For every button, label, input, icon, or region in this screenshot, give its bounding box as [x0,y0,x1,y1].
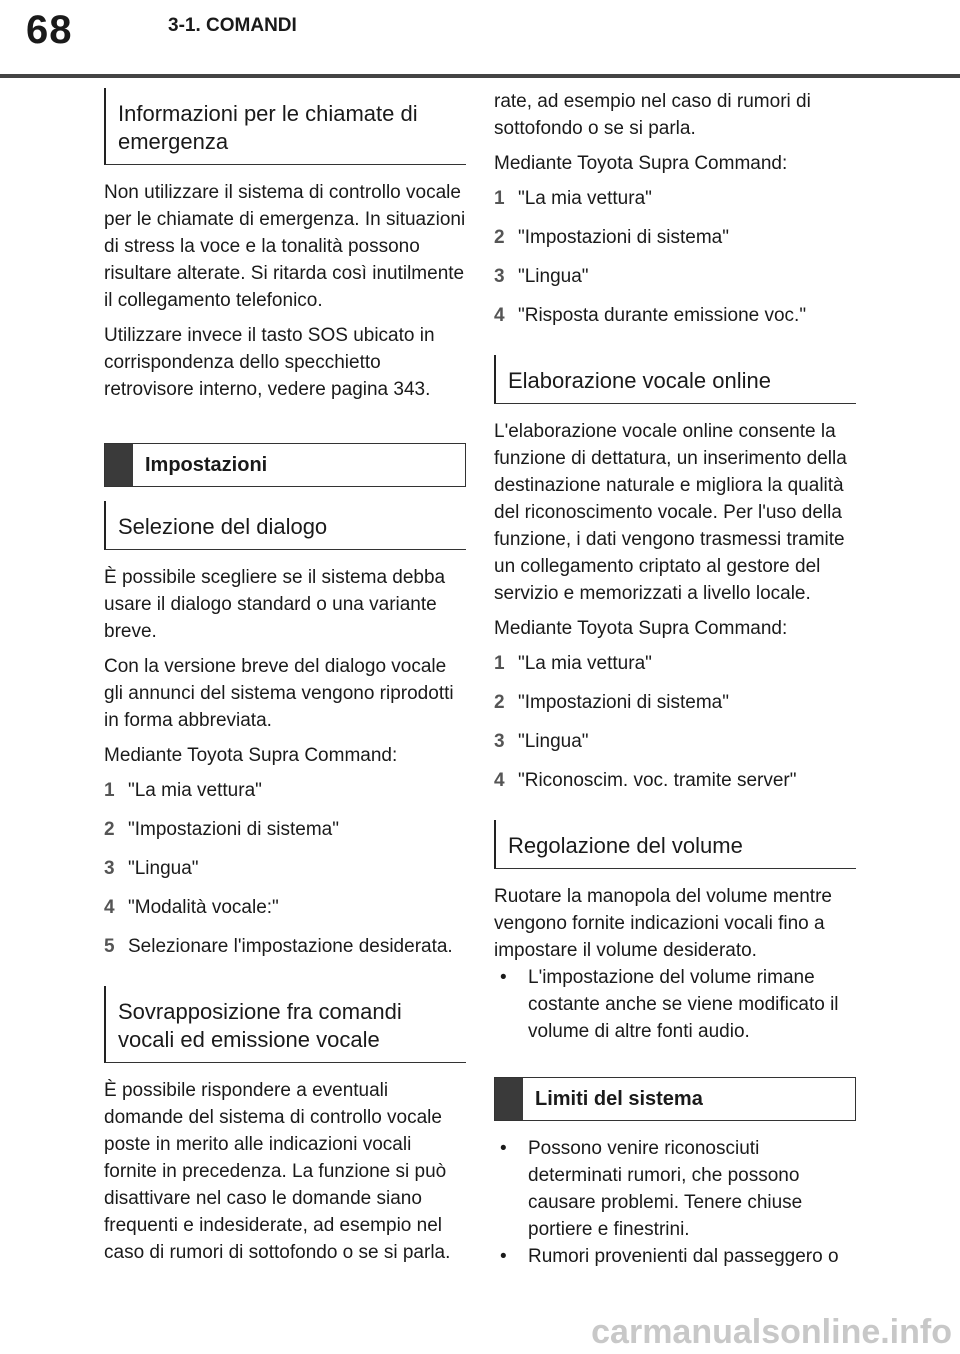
heading-volume: Regolazione del volume [494,820,856,869]
heading-marker [495,1078,523,1120]
header-divider [0,74,960,78]
list-item [494,263,856,290]
step-text: "Risposta durante emissione voc." [518,305,807,326]
heading-emergency-info: Informazioni per le chiamate di emergenza [104,88,466,165]
paragraph: È possibile scegliere se il sistema debba usare il dialogo standard o una variante breve. [104,567,446,642]
list-item [104,933,466,960]
paragraph: Utilizzare invece il tasto SOS ubicato in corrispondenza dello specchietto retrovisore interno, vedere pagina 343. [104,325,435,400]
steps-list-online [494,650,856,794]
right-column [494,88,856,1270]
bullet-marker: • [500,1246,507,1267]
heading-marker [105,444,133,486]
heading-settings-label: Impostazioni [145,453,268,476]
step-text: "Impostazioni di sistema" [518,227,729,248]
step-text: "La mia vettura" [518,653,652,674]
paragraph: rate, ad esempio nel caso di rumori di sottofondo o se si parla. [494,91,811,139]
step-number: 3 [494,266,505,287]
step-number: 3 [494,731,505,752]
heading-dialog-selection: Selezione del dialogo [104,501,466,550]
step-number: 1 [494,653,505,674]
step-number: 2 [494,227,505,248]
list-item [494,185,856,212]
step-text: "Riconoscim. voc. tramite server" [518,770,797,791]
step-text: "Modalità vocale:" [128,897,279,918]
list-item [104,777,466,804]
paragraph: Mediante Toyota Supra Command: [494,153,788,174]
paragraph: Mediante Toyota Supra Command: [494,618,788,639]
step-text: "La mia vettura" [128,780,262,801]
bullet-text: Rumori provenienti dal passeggero o [528,1246,839,1267]
bullet-text: Possono venire riconosciuti determinati rumori, che possono causare problemi. Tenere chiuse portiere e finestrini. [528,1138,803,1240]
heading-overlap: Sovrapposizione fra comandi vocali ed emissione vocale [104,986,466,1063]
step-text: "Impostazioni di sistema" [518,692,729,713]
step-text: Selezionare l'impostazione desiderata. [128,936,453,957]
left-column [104,88,466,1263]
heading-online-processing: Elaborazione vocale online [494,355,856,404]
step-number: 4 [494,770,505,791]
step-number: 5 [104,936,115,957]
list-item [494,1243,856,1270]
bullet-marker: • [500,1138,507,1159]
step-text: "La mia vettura" [518,188,652,209]
heading-system-limits-label: Limiti del sistema [535,1087,703,1110]
paragraph: Mediante Toyota Supra Command: [104,745,398,766]
watermark: carmanualsonline.info [591,1313,952,1351]
paragraph: È possibile rispondere a eventuali domande del sistema di controllo vocale poste in merito alle indicazioni vocali fornite in precedenza. La funzione si può disattivare nel caso le domande siano frequenti e indesiderate, ad esempio nel caso di rumori di sottofondo o se si parla. [104,1080,451,1263]
step-number: 4 [494,305,505,326]
step-number: 3 [104,858,115,879]
section-title: 3-1. COMANDI [168,15,297,36]
step-text: "Impostazioni di sistema" [128,819,339,840]
paragraph: L'elaborazione vocale online consente la funzione di dettatura, un inserimento della destinazione naturale e migliora la qualità del riconoscimento vocale. Per l'uso della funzione, i dati vengono trasmessi tramite un collegamento criptato al gestore del servizio e memorizzati a livello locale. [494,421,847,604]
bullet-marker: • [500,967,507,988]
step-text: "Lingua" [518,266,589,287]
list-item [494,650,856,677]
list-item [494,767,856,794]
heading-settings [104,443,466,487]
paragraph: Ruotare la manopola del volume mentre vengono fornite indicazioni vocali fino a impostare il volume desiderato. [494,886,832,961]
step-number: 1 [104,780,115,801]
steps-list-dialog [104,777,466,960]
list-item [104,816,466,843]
step-number: 1 [494,188,505,209]
heading-system-limits [494,1077,856,1121]
list-item [104,855,466,882]
step-number: 2 [494,692,505,713]
list-item [494,1135,856,1243]
steps-list-overlap [494,185,856,329]
list-item [494,689,856,716]
step-number: 2 [104,819,115,840]
step-number: 4 [104,897,115,918]
list-item [494,728,856,755]
bullet-text: L'impostazione del volume rimane costante anche se viene modificato il volume di altre fonti audio. [528,967,839,1042]
paragraph: Con la versione breve del dialogo vocale gli annunci del sistema vengono riprodotti in forma abbreviata. [104,656,454,731]
page-number: 68 [26,8,73,52]
step-text: "Lingua" [518,731,589,752]
list-item [494,302,856,329]
paragraph: Non utilizzare il sistema di controllo vocale per le chiamate di emergenza. In situazioni di stress la voce e la tonalità possono risultare alterate. Si ritarda così inutilmente il collegamento telefonico. [104,182,466,311]
list-item [494,964,856,1045]
list-item [494,224,856,251]
list-item [104,894,466,921]
step-text: "Lingua" [128,858,199,879]
